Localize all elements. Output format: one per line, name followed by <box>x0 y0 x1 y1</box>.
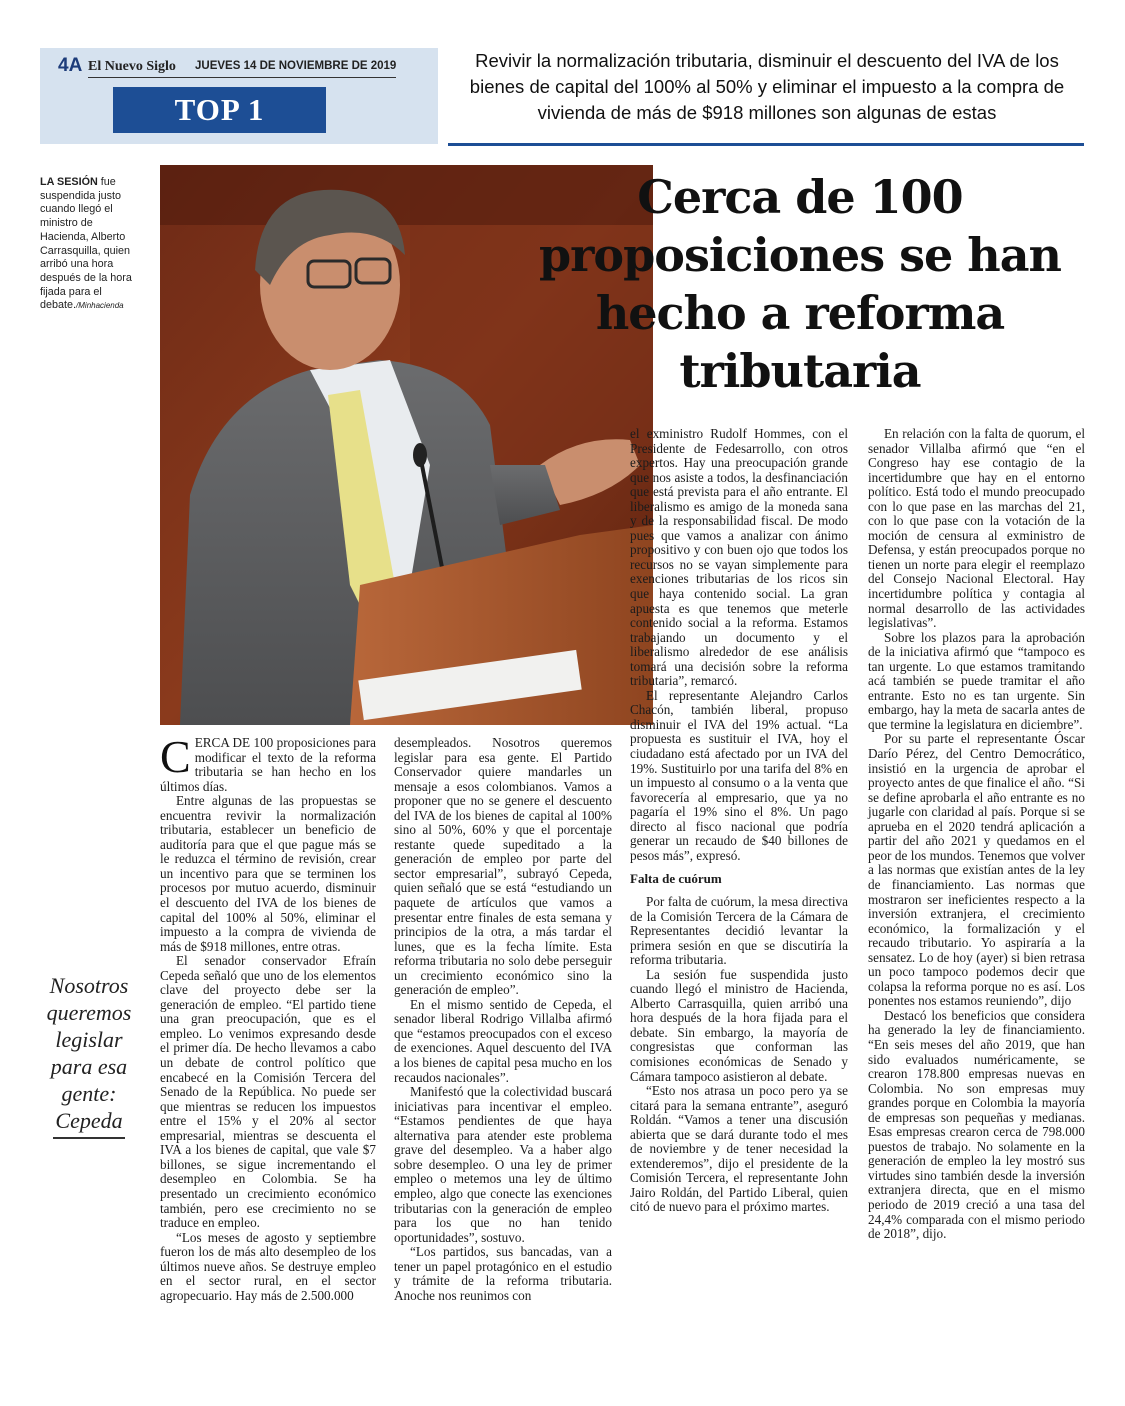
pull-quote-rule <box>53 1137 125 1139</box>
article-column-2 <box>394 736 612 1303</box>
body-paragraph: “Esto nos atrasa un poco pero ya se citará para la semana entrante”, aseguró Roldán. “Vamos a tener una discusión abierta que se dará durante todo el mes de noviembre y de tener necesidad la extenderemos”, dijo el presidente de la Comisión Tercera, el representante John Jairo Roldán, del Partido Liberal, quien citó de nuevo para el próximo martes. <box>630 1083 848 1215</box>
publication-date: JUEVES 14 DE NOVIEMBRE DE 2019 <box>195 60 397 72</box>
body-paragraph: Por falta de cuórum, la mesa directiva de la Comisión Tercera de la Cámara de Representantes decidió levantar la primera sesión en que se discutiría la reforma tributaria. <box>630 893 848 968</box>
body-paragraph: Manifestó que la colectividad buscará iniciativas para incentivar el empleo. “Estamos pendientes de que haya alternativa para atender este problema grave del desempleo. Va a haber algo sobre desempleo. O una ley de primer empleo o metemos una ley de último empleo, algo que conecte las exenciones tributarias con la generación de empleo para los que no han tenido oportunidades”, sostuvo. <box>394 1084 612 1245</box>
article-column-1 <box>160 731 376 1303</box>
body-paragraph: “Los partidos, sus bancadas, van a tener un papel protagónico en el estudio y trámite de la reforma tributaria. Anoche nos reunimos con <box>394 1244 612 1303</box>
page-number: 4A <box>58 55 83 76</box>
body-paragraph: el exministro Rudolf Hommes, con el Presidente de Fedesarrollo, con otros expertos. Hay una preocupación grande que nos asiste a todos, la desfinanciación que está prevista para el año entrante. El liberalismo es amigo de la moneda sana y de la responsabilidad fiscal. De modo pues que vamos a analizar con ánimo propositivo y con buen ojo que todos los recursos no se vayan simplemente para exenciones tributarias de los ricos sin que haya contenido social. La gran apuesta es que tenemos que meterle contenido social a la reforma. Estamos trabajando un documento y el liberalismo alrededor de ese análisis tomará una decisión sobre la reforma tributaria”, remarcó. <box>630 426 848 689</box>
lead-text: proposiciones para modificar el texto de la reforma tributaria se han hecho en los últimos días. <box>160 735 376 794</box>
body-paragraph: En el mismo sentido de Cepeda, el senador liberal Rodrigo Villalba afirmó que “estamos preocupados con el exceso de exenciones. Aquel descuento del IVA a los bienes de capital pesa mucho en los recaudos nacionales”. <box>394 996 612 1085</box>
section-badge: TOP 1 <box>113 87 326 133</box>
newspaper-name: El Nuevo Siglo <box>88 59 176 74</box>
lead-in: ERCA DE 100 <box>194 735 274 750</box>
article-column-3 <box>630 427 848 1215</box>
body-paragraph: Entre algunas de las propuestas se encuentra revivir la normalización tributaria, establecer un beneficio de auditoría para que el que pague más se le reduzca el término de revisión, crear un incentivo para que se terminen los procesos por mutuo acuerdo, disminuir el descuento del IVA de los bienes de capital del 100% al 50%, eliminar el impuesto a la compra de vivienda de más de $918 millones, entre otras. <box>160 793 376 954</box>
deck-rule <box>448 143 1084 146</box>
body-paragraph: Sobre los plazos para la aprobación de la iniciativa afirmó que “tampoco es tan urgente. Lo que estamos tramitando acá también se puede tramitar el año entrante. Esto no es tan urgente. Sin embargo, hay la meta de sacarla antes de que termine la legislatura en diciembre”. <box>868 629 1085 732</box>
header-rule <box>88 77 396 78</box>
body-paragraph: “Los meses de agosto y septiembre fueron los de más alto desempleo de los últimos nueve años. Se destruye empleo en el sector rural, en el sector agropecuario. Hay más de 2.500.000 <box>160 1229 376 1303</box>
body-paragraph: Destacó los beneficios que considera ha generado la ley de financiamiento. “En seis meses del año 2019, que han sido evaluados numéricamente, se crearon 178.800 empresas nuevas en Colombia. No son empresas muy grandes porque en Colombia la mayoría de empresas son pequeñas y medianas. Esas empresas crearon cerca de 798.000 puestos de trabajo. No solamente en la generación de empleo la ley mostró sus virtudes sino también desde la inversión extranjera directa, que en el mismo periodo de 2019 creció a una tasa del 24,4% comparada con el mismo periodo de 2018”, dijo. <box>868 1007 1085 1242</box>
article-column-4 <box>868 427 1085 1242</box>
pull-quote: Nosotros queremos legislar para esa gente: Cepeda <box>46 973 132 1133</box>
caption-lead: LA SESIÓN <box>40 176 98 188</box>
body-paragraph: En relación con la falta de quorum, el senador Villalba afirmó que “en el Congreso hay ese contagio de la incertidumbre que hay en el entorno político. Está todo el mundo preocupado con lo que pase en las marchas del 21, con lo que pase con la votación de la moción de censura al exministro de Defensa, y están preocupados porque no tienen un norte para elegir el reemplazo del Consejo Nacional Electoral. Hay incertidumbre política y contagia al normal desarrollo de las actividades legislativas”. <box>868 426 1085 631</box>
lead-paragraph <box>160 731 376 794</box>
body-paragraph: El senador conservador Efraín Cepeda señaló que uno de los elementos clave del proyecto debe ser la generación de empleo. “El partido tiene una gran preocupación, que es el empleo. Lo venimos expresando desde el primer día. De hecho llevamos a cabo un debate de control político que encabecé en la Comisión Tercera del Senado de la República. No puede ser que mientras se reducen los impuestos entre el 15% y el 20% al sector empresarial, mientras se descuenta el IVA a los bienes de capital, que vale $7 billones, se sigue incrementando el desempleo en Colombia. Se ha presentado un crecimiento económico también, pero ese crecimiento no se traduce en empleo. <box>160 953 376 1231</box>
body-paragraph: Por su parte el representante Óscar Darío Pérez, del Centro Democrático, insistió en la urgencia de aprobar el proyecto antes de que finalice el año. “Si se define aprobarla el año entrante es no jugarle con claridad al país. Porque si se aprueba en el 2020 tendrá aplicación a partir del año 2021 y quedamos en el peor de los mundos. Tenemos que volver a las normas que existían antes de la ley de financiamiento. Las normas que mostraron ser ineficientes respecto a la inversión extranjera, el crecimiento económico, la formalización y el recaudo tributario. Yo aspiraría a la sensatez. Lo de hoy (ayer) si bien retrasa un poco tampoco podemos decir que colapsa la reforma porque no es así. Los ponentes nos estamos reuniendo”, dijo <box>868 731 1085 1009</box>
article-deck: Revivir la normalización tributaria, disminuir el descuento del IVA de los bienes de capital del 100% al 50% y eliminar el impuesto a la compra de vivienda de más de $918 millones son algunas de estas <box>469 50 1065 123</box>
body-paragraph: desempleados. Nosotros queremos legislar para esa gente. El Partido Conservador quiere mandarles un mensaje a esos colombianos. Vamos a proponer que no se genere el descuento del IVA de los bienes de capital al 100% sino al 50%, 60% y que el porcentaje restante quede supeditado a la generación de empleo por parte del sector empresarial”, subrayó Cepeda, quien señaló que se está “estudiando un paquete de artículos que vamos a presentar entre finales de esta semana y principios de la otra, a más tardar el lunes, que es la fecha límite. Esta reforma tributaria no solo debe perseguir un crecimiento económico sino la generación de empleo”. <box>394 735 612 998</box>
article-headline: Cerca de 100 proposiciones se han hecho a reforma tributaria <box>539 170 1061 398</box>
body-paragraph: La sesión fue suspendida justo cuando llegó el ministro de Hacienda, Alberto Carrasquilla, quien arribó una hora después de la hora fijada para el debate. Sin embargo, la mayoría de congresistas que conforman las comisiones económicas de Senado y Cámara tampoco asistieron al debate. <box>630 966 848 1084</box>
drop-cap: C <box>160 731 191 782</box>
photo-caption <box>40 176 140 313</box>
caption-text: fue suspendida justo cuando llegó el ministro de Hacienda, Alberto Carrasquilla, quien arribó una hora después de la hora fijada para el debate. <box>40 176 132 312</box>
body-paragraph: El representante Alejandro Carlos Chacón, también liberal, propuso disminuir el IVA del 19% actual. “La propuesta es sustituir el IVA, hoy el ciudadano está afectado por un IVA del 19%. Sustituirlo por una tarifa del 8% en un impuesto al consumo o a la venta que favorecería al empresario, que ya no pagaría el 19% sino el 8%. Un pago directo al fisco nacional que podría generar un recaudo de $40 billones de pesos más”, expresó. <box>630 687 848 863</box>
photo-credit: /Minhacienda <box>76 301 124 311</box>
article-subhead: Falta de cuórum <box>630 871 722 887</box>
